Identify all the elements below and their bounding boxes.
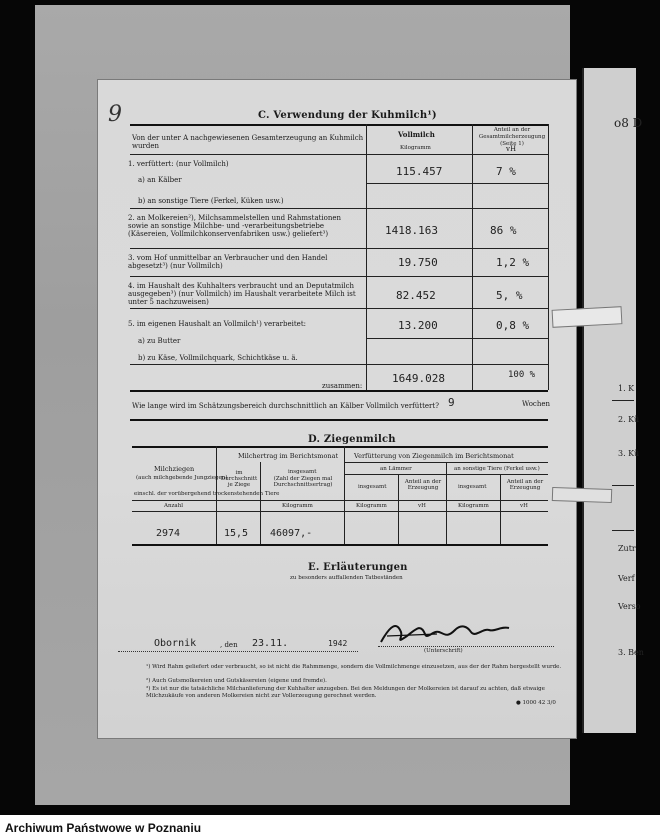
signature-date: 23.11. — [252, 638, 289, 649]
paper-clip-tab — [552, 306, 623, 328]
table-rule — [130, 124, 548, 126]
total-share: 100 % — [508, 370, 536, 380]
total-value: 1649.028 — [392, 372, 445, 385]
footnote-3: ³) Es ist nur die tatsächliche Milchanlieferung der Kuhhalter anzugeben. Bei den Meldungen der Molkereien ist darauf zu achten, daß etwaige Milchzukäufe von anderen Molkereien nicht zur Vollerzeugung gerechnet werden. — [146, 686, 545, 699]
h-sonstige: an sonstige Tiere (Ferkel usw.) — [454, 466, 540, 472]
h-milchertrag: Milchertrag im Berichtsmonat — [238, 452, 339, 460]
table-col-divider — [344, 446, 345, 544]
row-value: 13.200 — [398, 319, 438, 332]
table-rule — [366, 183, 548, 184]
row-share: 1,2 % — [496, 256, 530, 269]
table-col-divider — [472, 124, 473, 390]
h-anteil: Anteil an der Erzeugung — [404, 479, 442, 491]
table-col-divider — [260, 462, 261, 544]
table-col-divider — [398, 474, 399, 544]
strip-label: 1. K — [618, 384, 635, 393]
strip-label: 3. Kü — [618, 449, 640, 458]
col-vollmilch-unit: Kilogramm — [400, 145, 431, 151]
footnote-1: ¹) Wird Rahm geliefert oder verbraucht, so ist nicht die Rahmmenge, sondern die Vollmilchmenge einzusetzen, aus der der Rahm hergestellt wurde. — [146, 664, 562, 670]
row-label: 5. im eigenen Haushalt an Vollmilch¹) verarbeitet: — [128, 320, 307, 328]
table-rule — [130, 208, 548, 209]
table-rule — [130, 248, 548, 249]
weeks-question: Wie lange wird im Schätzungsbereich durchschnittlich an Kälber Vollmilch verfüttert? — [132, 402, 439, 410]
table-rule — [366, 338, 548, 339]
h-durchschnitt: im Durchschnitt je Ziege — [220, 470, 258, 488]
h-anteil: Anteil an der Erzeugung — [506, 479, 544, 491]
h-laemmer: an Lämmer — [380, 466, 412, 472]
print-code: ● 1000 42 3/0 — [516, 700, 556, 706]
table-col-divider — [548, 124, 549, 390]
table-rule — [132, 544, 548, 546]
row-share: 86 % — [490, 224, 517, 237]
row-share: 5, % — [496, 289, 523, 302]
h-verfuetterung: Verfütterung von Ziegenmilch im Berichtsmonat — [354, 452, 514, 460]
handwritten-signature — [377, 618, 517, 648]
h-milchziegen-sub: (auch milchgebende Jungziegen) — [136, 475, 228, 481]
strip-label: Verso — [618, 602, 641, 611]
row-share: 0,8 % — [496, 319, 530, 332]
table-rule — [130, 308, 548, 309]
weeks-unit: Wochen — [522, 400, 551, 408]
row-value: 19.750 — [398, 256, 438, 269]
row-value: 1418.163 — [385, 224, 438, 237]
row-label: 3. vom Hof unmittelbar an Verbraucher und den Handel abgesetzt³) (nur Vollmilch) — [128, 254, 328, 270]
signer-label: (Unterschrift) — [424, 648, 463, 654]
u-vh: vH — [520, 503, 528, 509]
section-e-title: E. Erläuterungen — [308, 562, 408, 573]
u-vh: vH — [418, 503, 426, 509]
strip-rule — [612, 485, 634, 486]
h-insgesamt: insgesamt — [288, 469, 317, 475]
paper-clip-tab — [552, 487, 612, 503]
table-rule — [344, 474, 548, 475]
row-label: 2. an Molkereien²), Milchsammelstellen und Rahmstationen sowie an sonstige Milchbe- und -verarbeitungsbetriebe (Käsereien, Vollmilchkonservenfabriken usw.) geliefert³) — [128, 214, 342, 238]
v-anzahl: 2974 — [156, 528, 181, 539]
footnote-2: ²) Auch Gutsmolkereien und Gutskäsereien (eigene und fremde). — [146, 678, 327, 684]
table-rule — [130, 276, 548, 277]
form-page — [98, 80, 576, 738]
col-anteil: Anteil an der Gesamtmilcherzeugung (Seite 1) — [478, 127, 546, 147]
table-rule — [130, 364, 548, 365]
v-insgesamt: 46097,- — [270, 528, 313, 539]
u-anzahl: Anzahl — [164, 503, 183, 509]
row-label: 4. im Haushalt des Kuhhalters verbraucht und an Deputatmilch ausgegeben³) (nur Vollmilch) im Haushalt verarbeitete Milch ist unter 5 nachzuweisen) — [128, 282, 356, 306]
table-rule — [132, 500, 548, 501]
row-label: 1. verfüttert: (nur Vollmilch) — [128, 160, 229, 168]
row-value: 82.452 — [396, 289, 436, 302]
h-insgesamt: insgesamt — [358, 484, 387, 490]
row-sublabel: a) zu Butter — [138, 337, 181, 345]
row-sublabel: a) an Kälber — [138, 176, 182, 184]
v-durchschnitt: 15,5 — [224, 528, 249, 539]
signature-rule — [118, 651, 358, 652]
section-e-subtitle: zu besonders auffallenden Tatbeständen — [290, 575, 403, 581]
signature-year: 1942 — [328, 639, 348, 648]
page-number: 9 — [108, 102, 122, 127]
strip-rule — [612, 400, 634, 401]
table-col-divider — [366, 124, 367, 390]
table-rule — [132, 511, 548, 512]
section-c-title: C. Verwendung der Kuhmilch¹) — [258, 110, 437, 121]
row-label: b) an sonstige Tiere (Ferkel, Küken usw.) — [138, 197, 284, 205]
signature-den: , den — [220, 641, 238, 649]
section-c-intro: Von der unter A nachgewiesenen Gesamterzeugung an Kuhmilch wurden — [132, 134, 364, 150]
signature-place: Obornik — [154, 638, 197, 649]
table-rule — [132, 446, 548, 448]
h-insgesamt: insgesamt — [458, 484, 487, 490]
weeks-value: 9 — [448, 396, 455, 409]
archive-label: Archiwum Państwowe w Poznaniu — [5, 821, 202, 835]
u-kg: Kilogramm — [356, 503, 387, 509]
row-value: 115.457 — [396, 165, 443, 178]
h-insgesamt-sub: (Zahl der Ziegen mal Durchschnittsertrag) — [273, 476, 333, 488]
u-kg: Kilogramm — [458, 503, 489, 509]
strip-label: 3. Ben — [618, 648, 644, 657]
col-vollmilch: Vollmilch — [398, 130, 435, 139]
table-rule — [130, 419, 548, 421]
table-rule — [130, 390, 548, 392]
total-label: zusammen: — [322, 382, 363, 390]
h-milchziegen: Milchziegen — [154, 465, 195, 473]
table-rule — [344, 462, 548, 463]
table-col-divider — [500, 474, 501, 544]
u-kg: Kilogramm — [282, 503, 313, 509]
strip-label: Zutr — [618, 544, 636, 553]
row-label: b) zu Käse, Vollmilchquark, Schichtkäse u. ä. — [138, 354, 298, 362]
h-milchziegen-sub2: einschl. der vorübergehend trockenstehenden Tiere — [134, 491, 280, 497]
table-rule — [130, 154, 548, 155]
strip-label: ο8 D — [614, 116, 643, 130]
section-d-title: D. Ziegenmilch — [308, 434, 396, 445]
strip-rule — [612, 530, 634, 531]
col-anteil-unit: vH — [506, 145, 517, 153]
strip-label: Verf — [618, 574, 635, 583]
row-share: 7 % — [496, 165, 516, 178]
strip-label: 2. Kü — [618, 415, 640, 424]
